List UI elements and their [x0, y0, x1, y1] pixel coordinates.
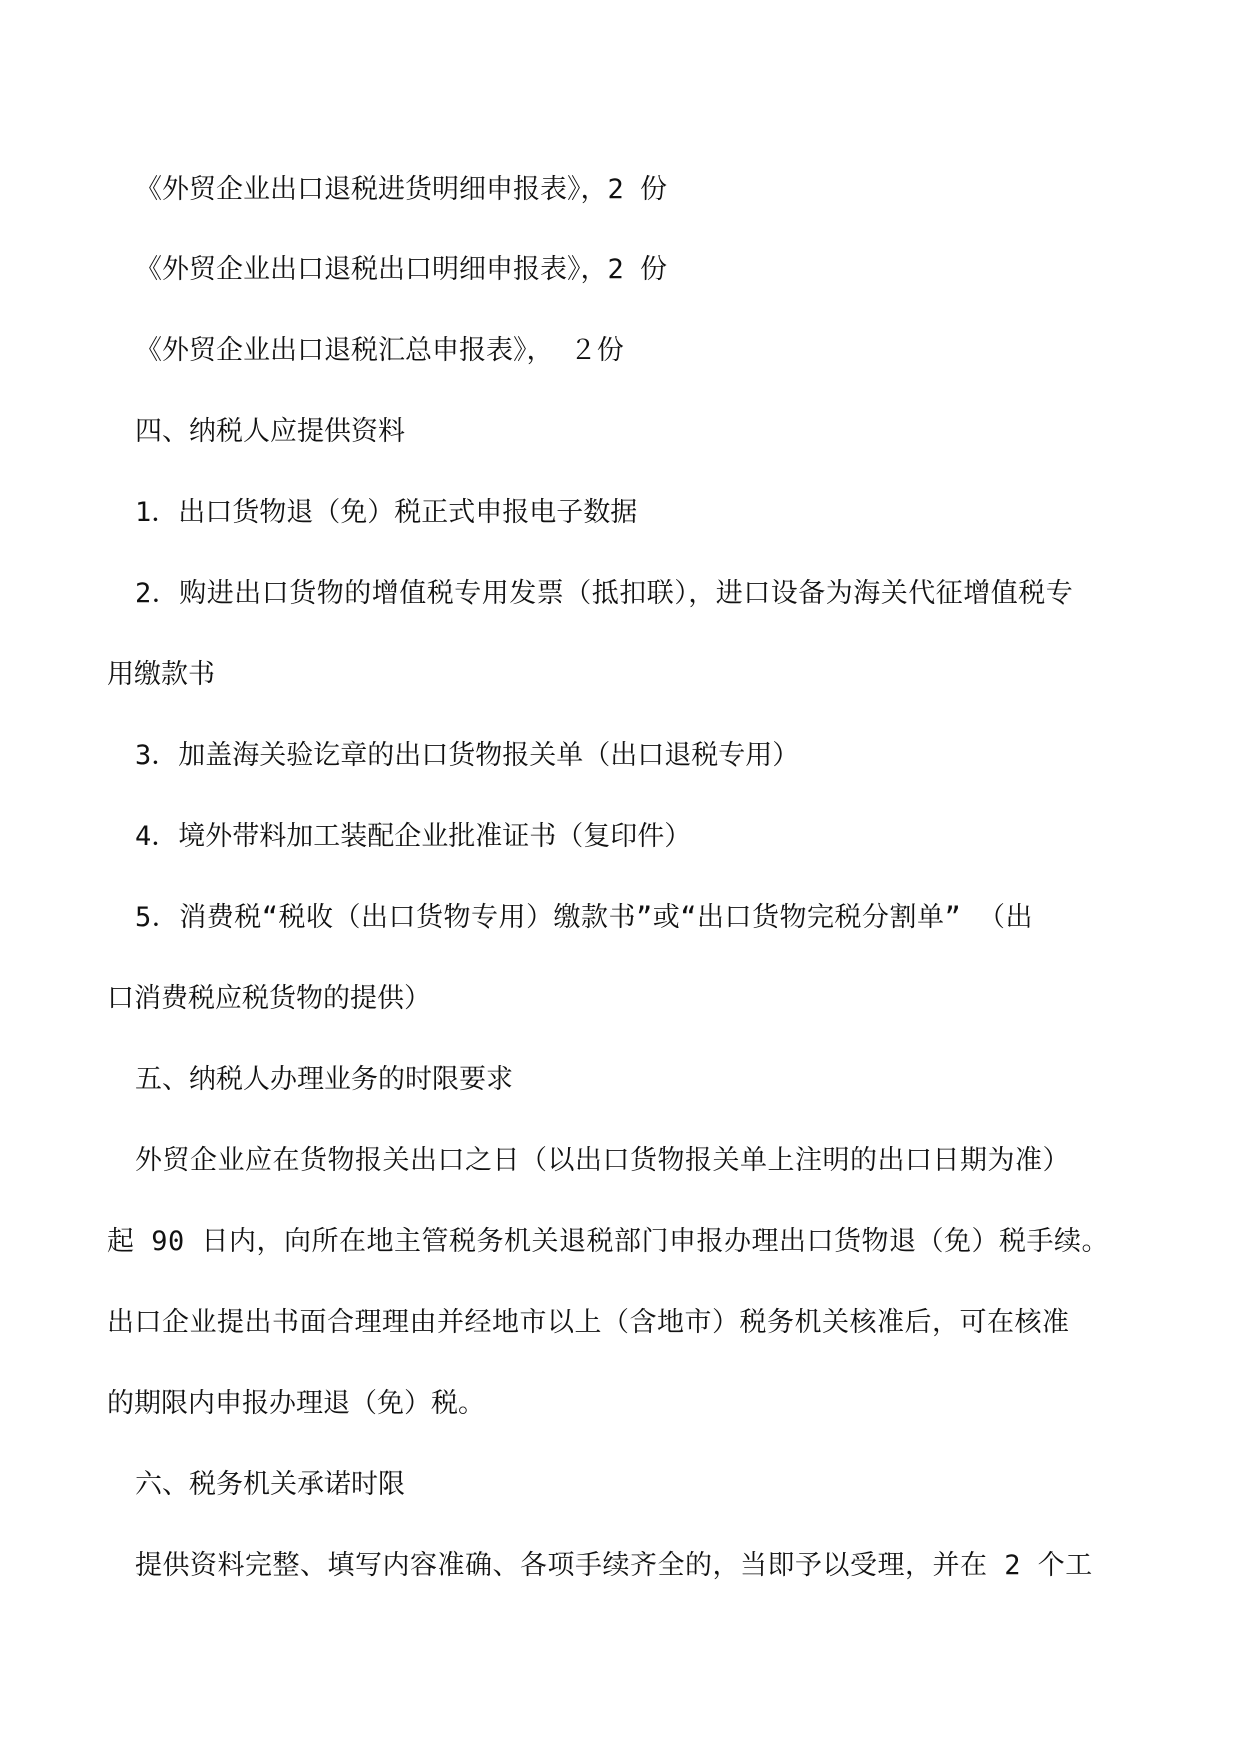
list-item: 5．消费税“税收（出口货物专用）缴款书”或“出口货物完税分割单” （出	[135, 902, 1034, 933]
paragraph-line: 外贸企业应在货物报关出口之日（以出口货物报关单上注明的出口日期为准）	[135, 1145, 1070, 1176]
list-item: 2．购进出口货物的增值税专用发票（抵扣联），进口设备为海关代征增值税专	[135, 578, 1074, 609]
list-item: 1．出口货物退（免）税正式申报电子数据	[135, 497, 638, 528]
section-heading: 四、纳税人应提供资料	[135, 416, 405, 447]
list-item-continuation: 口消费税应税货物的提供）	[107, 983, 431, 1014]
section-heading: 六、税务机关承诺时限	[135, 1469, 405, 1500]
list-item: 4．境外带料加工装配企业批准证书（复印件）	[135, 821, 692, 852]
paragraph-line: 出口企业提出书面合理理由并经地市以上（含地市）税务机关核准后，可在核准	[107, 1307, 1070, 1338]
paragraph-line: 《外贸企业出口退税汇总申报表》， ２份	[135, 335, 624, 366]
paragraph-line: 《外贸企业出口退税进货明细申报表》，2 份	[135, 174, 668, 205]
list-item-continuation: 用缴款书	[107, 659, 215, 690]
paragraph-line: 提供资料完整、填写内容准确、各项手续齐全的，当即予以受理，并在 2 个工	[135, 1550, 1093, 1581]
list-item: 3．加盖海关验讫章的出口货物报关单（出口退税专用）	[135, 740, 800, 771]
paragraph-line: 的期限内申报办理退（免）税。	[107, 1388, 485, 1419]
paragraph-line: 《外贸企业出口退税出口明细申报表》，2 份	[135, 254, 668, 285]
paragraph-line: 起 90 日内，向所在地主管税务机关退税部门申报办理出口货物退（免）税手续。	[107, 1226, 1110, 1257]
section-heading: 五、纳税人办理业务的时限要求	[135, 1064, 513, 1095]
